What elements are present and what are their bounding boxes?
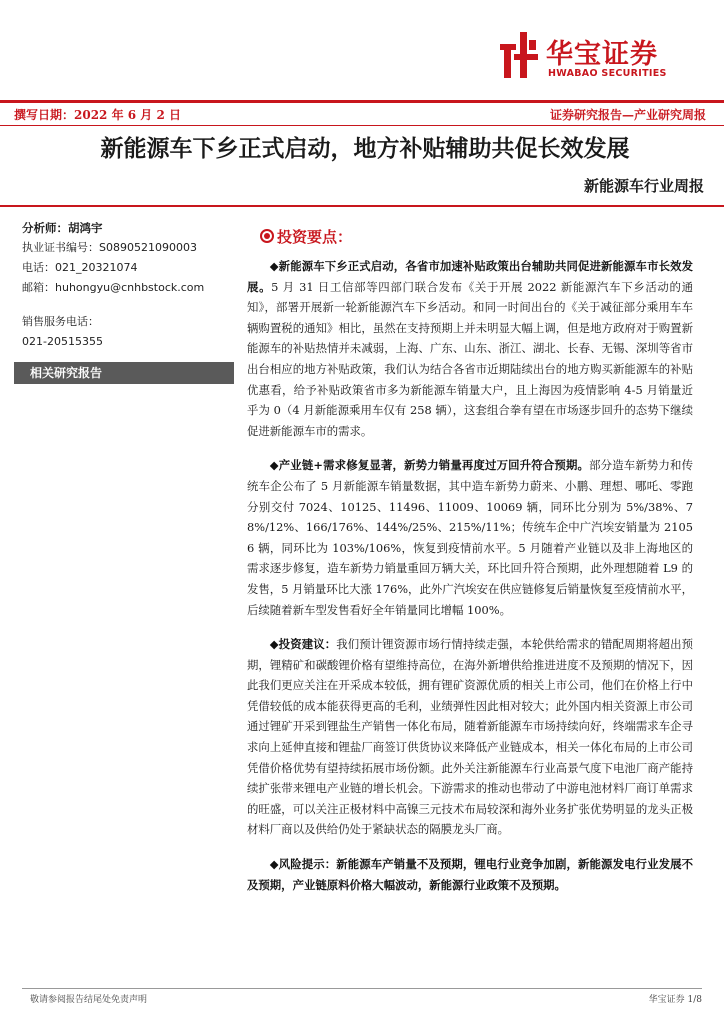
key-point-lead: ◆风险提示：新能源车产销量不及预期，锂电行业竞争加剧，新能源发电行业发展不及预期，产业链原料价格大幅波动，新能源行业政策不及预期。	[247, 857, 693, 892]
analyst-info	[22, 218, 232, 352]
header-rule-thin	[0, 125, 724, 126]
brand-name-en: HWABAO SECURITIES	[548, 68, 667, 79]
key-point-paragraph	[247, 455, 693, 620]
key-point-lead: ◆投资建议：	[269, 637, 337, 652]
report-type: 证券研究报告—产业研究周报	[549, 108, 706, 122]
footer-rule	[22, 988, 702, 989]
report-date: 撰写日期：2022 年 6 月 2 日	[14, 108, 181, 122]
header-rule-top	[0, 100, 724, 103]
brand-mark-icon	[500, 30, 540, 80]
header-rule-bottom	[0, 205, 724, 207]
key-point-body: 5 月 31 日工信部等四部门联合发布《关于开展 2022 新能源汽车下乡活动的通知》，部署开展新一轮新能源汽车下乡活动。和同一时间出台的《关于减征部分乘用车车辆购置税的通知》相比，虽然在支持预期上并未明显大幅上调，但是地方政府对于购置新能源车的补贴热情并未减弱，上海、广东、山东、浙江、湖北、长春、无锡、深圳等省市出台相应的地方补贴政策，我们认为结合各省市近期陆续出台的地方购买新能源车的补贴优惠看，给予补贴政策省市多为新能源车销量大户，且上海因为疫情影响 4-5 月销量近乎为 0（4 月新能源乘用车仅有 258 辆），这套组合拳有望在市场逐步回升的态势下继续促进新能源车市的需求。	[247, 279, 693, 438]
sales-phone: 021-20515355	[22, 335, 103, 348]
analyst-cert: 执业证书编号：S0890521090003	[22, 241, 197, 254]
related-reports-tab: 相关研究报告	[14, 362, 234, 384]
brand-logo	[500, 30, 710, 80]
section-heading	[260, 226, 352, 247]
key-point-paragraph	[247, 634, 693, 840]
key-point-paragraph	[247, 256, 693, 441]
analyst-name: 分析师：胡鸿宇	[22, 221, 103, 235]
key-point-paragraph	[247, 854, 693, 895]
analyst-email: 邮箱：huhongyu@cnhbstock.com	[22, 281, 205, 294]
key-points	[247, 256, 693, 909]
bullet-circle-icon	[260, 229, 274, 243]
footer-page-number: 华宝证券 1/8	[648, 995, 702, 1005]
section-heading-text: 投资要点：	[277, 228, 353, 246]
key-point-lead: ◆产业链+需求修复显著，新势力销量再度过万回升符合预期。	[269, 458, 590, 473]
page-subtitle: 新能源车行业周报	[583, 177, 704, 195]
page-title: 新能源车下乡正式启动，地方补贴辅助共促长效发展	[100, 135, 630, 162]
analyst-phone: 电话：021_20321074	[22, 261, 138, 274]
key-point-lead: ◆新能源车下乡正式启动，各省市加速补贴政策出台辅助共同促进新能源车市长效发展。	[247, 259, 693, 294]
key-point-body: 我们预计锂资源市场行情持续走强，本轮供给需求的错配周期将超出预期，锂精矿和碳酸锂价格有望维持高位，在海外新增供给推进进度不及预期的情况下，因此我们更应关注在开采成本较低，拥有锂矿资源优质的相关上市公司，他们在价格上行中凭借较低的成本能获得更高的毛利，业绩弹性因此相对较大；此外国内相关资源上市公司通过锂矿开采到锂盐生产销售一体化布局，随着新能源车市场持续向好，终端需求车企寻求向上延伸直接和锂盐厂商签订供货协议来降低产业链成本，相关一体化布局的上市公司凭借价格优势有望持续拓展市场份额。此外关注新能源车行业高景气度下电池厂商产能持续扩张带来锂电产业链的增长机会。下游需求的推动也带动了中游电池材料厂商订单需求的旺盛，可以关注正极材料中高镍三元技术布局较深和海外业务扩张优势明显的龙头正极材料厂商以及供给仍处于紧缺状态的隔膜龙头厂商。	[247, 637, 693, 837]
key-point-body: 部分造车新势力和传统车企公布了 5 月新能源车销量数据，其中造车新势力蔚来、小鹏、理想、哪吒、零跑分别交付 7024、10125、11496、11009、10069 辆，同环比分别为 5%/38%、78%/12%、166/176%、144%/25%、215%/11%；传统车企中广汽埃安销量为 21056 辆，同环比为 103%/106%，恢复到疫情前水平。5 月随着产业链以及非上海地区的需求逐步修复，造车新势力销量重回万辆大关，环比回升符合预期，此外理想随着 L9 的发售，5 月销量环比大涨 176%，此外广汽埃安在供应链修复后销量恢复至疫情前水平，后续随着新车型发售看好全年销量同比增幅 100%。	[247, 458, 693, 617]
brand-name-cn: 华宝证券	[546, 39, 658, 70]
sales-label: 销售服务电话：	[22, 315, 99, 328]
footer-disclaimer: 敬请参阅报告结尾处免责声明	[30, 995, 148, 1005]
